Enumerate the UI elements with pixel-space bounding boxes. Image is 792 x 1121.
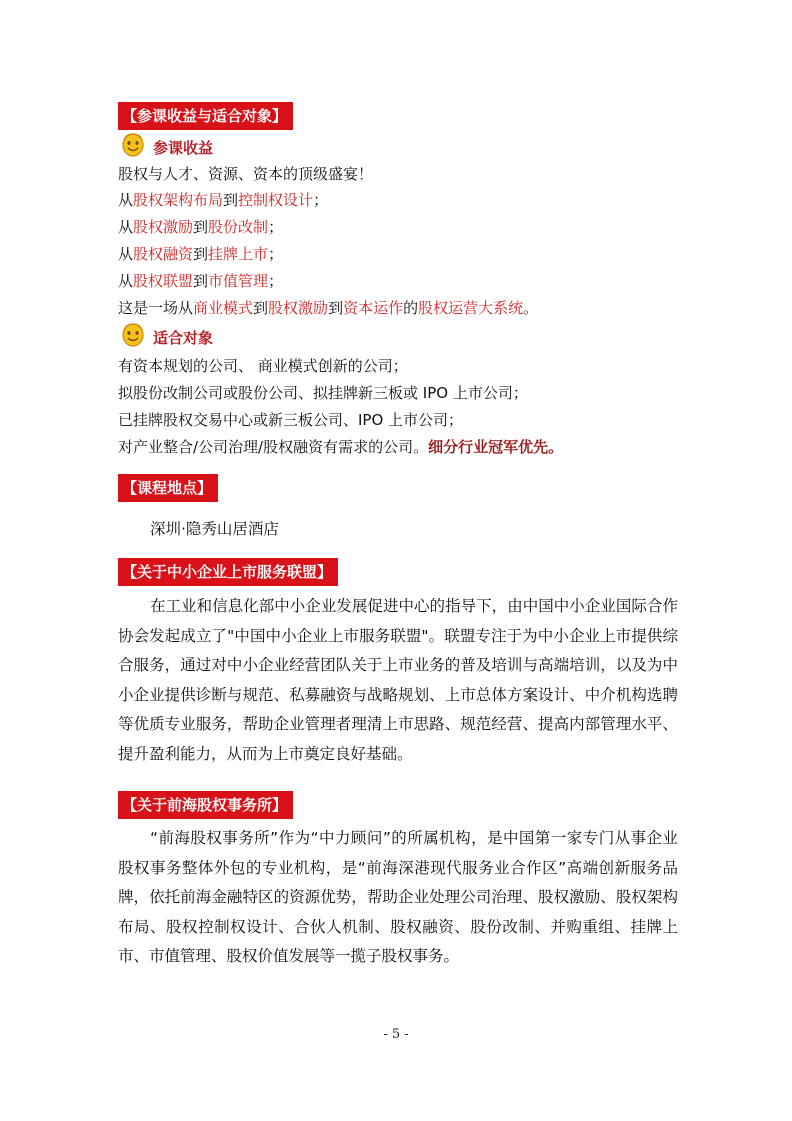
benefits-line-5: 从股权联盟到市值管理； bbox=[118, 272, 284, 290]
benefits-audience-header: 【参课收益与适合对象】 bbox=[118, 102, 293, 130]
qianhai-paragraph: “前海股权事务所”作为“中力顾问”的所属机构，是中国第一家专门从事企业股权事务整体外包的专业机构，是“前海深港现代服务业合作区”高端创新服务品牌，依托前海金融特区的资源优势，帮助企业处理公司治理、股权激励、股权架构布局、股权控制权设计、合伙人机制、股权融资、股份改制、并购重组、挂牌上市、市值管理、股权价值发展等一揽子股权事务。 bbox=[118, 829, 678, 965]
smiley-face-icon bbox=[121, 322, 145, 352]
smiley-face-icon bbox=[121, 132, 145, 162]
audience-subheading bbox=[121, 322, 213, 352]
course-location: 深圳·隐秀山居酒店 bbox=[150, 520, 279, 538]
benefits-line-2: 从股权架构布局到控制权设计； bbox=[118, 191, 329, 209]
audience-line-4: 对产业整合/公司治理/股权融资有需求的公司。细分行业冠军优先。 bbox=[118, 438, 564, 456]
audience-label: 适合对象 bbox=[153, 328, 214, 347]
audience-line-1: 有资本规划的公司、 商业模式创新的公司； bbox=[118, 357, 408, 375]
alliance-header: 【关于中小企业上市服务联盟】 bbox=[118, 558, 338, 586]
benefits-subheading bbox=[121, 132, 213, 162]
page-number: - 5 - bbox=[383, 1027, 409, 1042]
benefits-line-3: 从股权激励到股份改制； bbox=[118, 218, 284, 236]
audience-line-2: 拟股份改制公司或股份公司、拟挂牌新三板或 IPO 上市公司； bbox=[118, 384, 528, 402]
location-header: 【课程地点】 bbox=[118, 474, 218, 502]
benefits-label: 参课收益 bbox=[153, 138, 214, 157]
benefits-line-1: 股权与人才、资源、资本的顶级盛宴！ bbox=[118, 165, 374, 183]
benefits-line-6: 这是一场从商业模式到股权激励到资本运作的股权运营大系统。 bbox=[118, 299, 539, 317]
qianhai-header: 【关于前海股权事务所】 bbox=[118, 791, 293, 819]
alliance-paragraph: 在工业和信息化部中小企业发展促进中心的指导下，由中国中小企业国际合作协会发起成立了"中国中小企业上市服务联盟"。联盟专注于为中小企业上市提供综合服务，通过对中小企业经营团队关于上市业务的普及培训与高端培训，以及为中小企业提供诊断与规范、私募融资与战略规划、上市总体方案设计、中介机构选聘等优质专业服务，帮助企业管理者理清上市思路、规范经营、提高内部管理水平、提升盈利能力，从而为上市奠定良好基础。 bbox=[118, 597, 678, 763]
benefits-line-4: 从股权融资到挂牌上市； bbox=[118, 245, 284, 263]
audience-highlight: 细分行业冠军优先。 bbox=[428, 438, 564, 456]
audience-line-3: 已挂牌股权交易中心或新三板公司、IPO 上市公司； bbox=[118, 411, 464, 429]
